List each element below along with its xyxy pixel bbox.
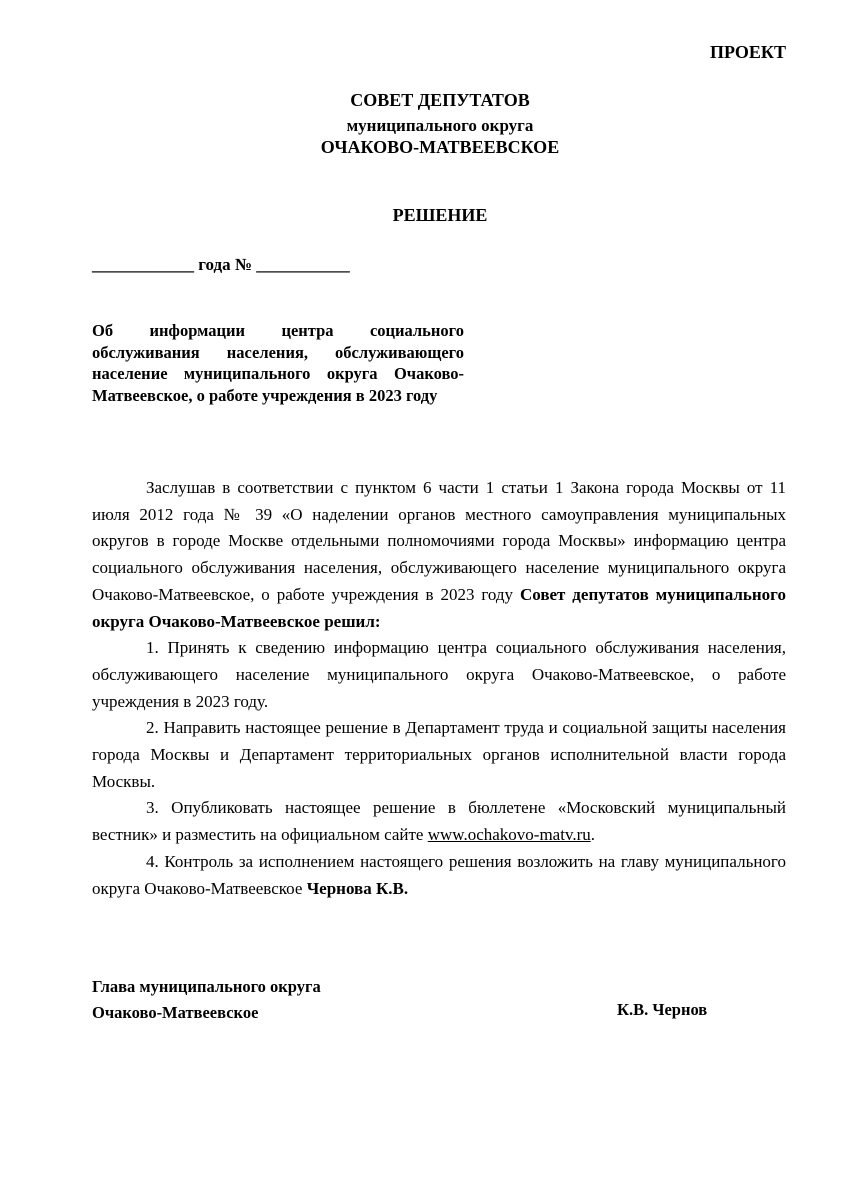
district-name: ОЧАКОВО-МАТВЕЕВСКОЕ bbox=[320, 137, 560, 157]
item-4 bbox=[92, 849, 786, 902]
signature-title-line1: Глава муниципального округа bbox=[92, 977, 321, 996]
head-name-inline: Чернова К.В. bbox=[306, 878, 409, 898]
decision-subject: Об информации центра социального обслуживания населения, обслуживающего население муниципального округа Очаково-Матвеевское, о работе учреждения в 2023 году bbox=[92, 321, 464, 405]
district-subtitle: муниципального округа bbox=[346, 116, 534, 135]
decision-body bbox=[92, 475, 786, 902]
signature-title-line2: Очаково-Матвеевское bbox=[92, 1003, 259, 1022]
preamble-paragraph bbox=[92, 475, 786, 635]
decision-title: РЕШЕНИЕ bbox=[392, 205, 488, 225]
signature-title bbox=[92, 974, 321, 1026]
preamble-text: Заслушав в соответствии с пунктом 6 части 1 статьи 1 Закона города Москвы от 11 июля 2012 года № 39 «О наделении органов местного самоуправления муниципальных округов в городе Москве отдельными полномочиями города Москвы» информацию центра социального обслуживания населения, обслуживающего население муниципального округа Очаково-Матвеевское, о работе учреждения в 2023 году bbox=[92, 478, 786, 604]
item-3-text: 3. Опубликовать настоящее решение в бюллетене «Московский муниципальный вестник» и разместить на официальном сайте bbox=[92, 798, 786, 845]
item-1: 1. Принять к сведению информацию центра социального обслуживания населения, обслуживающего население муниципального округа Очаково-Матвеевское, о работе учреждения в 2023 году. bbox=[92, 638, 786, 711]
date-number-line: ____________ года № ___________ bbox=[92, 255, 350, 274]
council-title: СОВЕТ ДЕПУТАТОВ bbox=[350, 90, 530, 110]
item-2: 2. Направить настоящее решение в Департамент труда и социальной защиты населения города Москвы и Департамент территориальных органов исполнительной власти города Москвы. bbox=[92, 718, 786, 791]
item-4-text: 4. Контроль за исполнением настоящего решения возложить на главу муниципального округа Очаково-Матвеевское bbox=[92, 851, 786, 898]
item-3-end: . bbox=[590, 825, 595, 845]
website-link[interactable]: www.ochakovo-matv.ru bbox=[427, 825, 591, 845]
resolved-clause: Совет депутатов муниципального округа Очаково-Матвеевское решил: bbox=[92, 584, 786, 631]
draft-stamp: ПРОЕКТ bbox=[710, 42, 786, 62]
item-3 bbox=[92, 795, 786, 848]
signature-name: К.В. Чернов bbox=[617, 1000, 708, 1019]
